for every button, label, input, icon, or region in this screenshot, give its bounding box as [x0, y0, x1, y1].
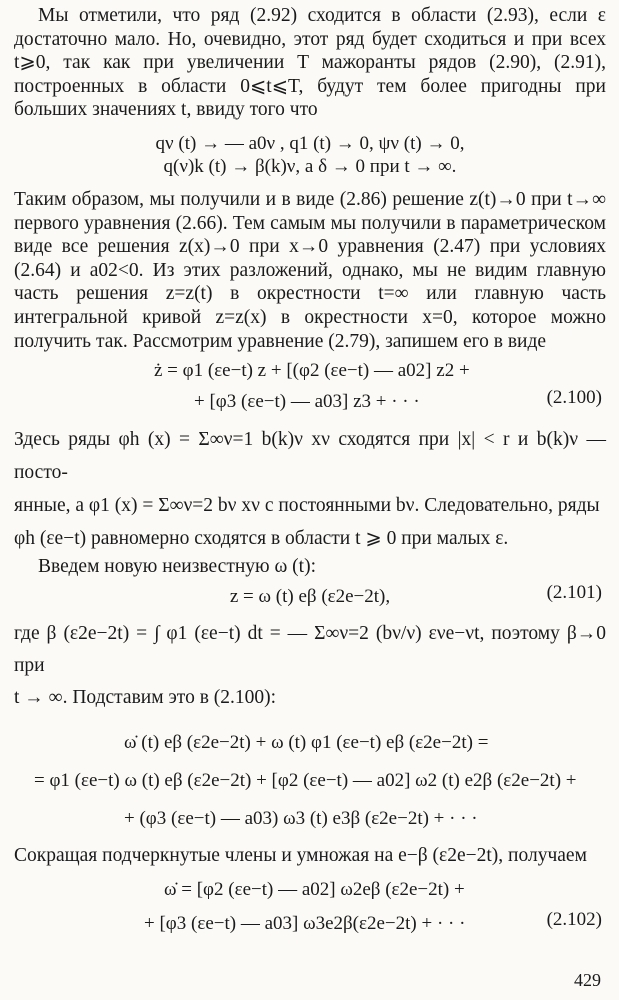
equation-2-101-body: z = ω (t) eβ (ε2e−2t),	[229, 585, 391, 607]
equation-substitution-line-2: = φ1 (εe−t) ω (t) eβ (ε2e−2t) + [φ2 (εe−t) — a02] ω2 (t) e2β (ε2e−2t) +	[34, 769, 577, 791]
equation-substitution	[14, 724, 606, 838]
paragraph-convergence: Мы отметили, что ряд (2.92) сходится в области (2.93), если ε достаточно мало. Но, очевидно, этот ряд будет сходиться и при всех t⩾0, так как при увеличении T мажоранты рядов (2.90), (2.91), построенных в области 0⩽t⩽T, будут тем более пригодны при больших значениях t, ввиду того что	[14, 5, 606, 121]
equation-2-100-line-2: + [φ3 (εe−t) — a03] z3 + · · ·	[194, 391, 420, 413]
paragraph-series-phi-1	[14, 423, 606, 555]
series-phi-line-3: φh (εe−t) равномерно сходятся в области t ⩾ 0 при малых ε.	[14, 528, 509, 550]
paragraph-new-unknown: Введем новую неизвестную ω (t):	[38, 556, 317, 578]
equation-limits-line-2: q(ν)k (t) → β(k)ν, а δ → 0 при t → ∞.	[163, 155, 457, 177]
equation-2-102-number: (2.102)	[546, 909, 602, 931]
equation-2-100	[14, 359, 606, 413]
page-number: 429	[574, 970, 601, 990]
equation-2-101	[14, 581, 606, 608]
beta-definition-line-2: t → ∞. Подставим это в (2.100):	[14, 686, 277, 708]
series-phi-line-2: янные, а φ1 (x) = Σ∞ν=2 bν xν с постоянными bν. Следовательно, ряды	[14, 495, 600, 517]
equation-2-102-line-1: ω̇ = [φ2 (εe−t) — a02] ω2eβ (ε2e−2t) +	[164, 879, 465, 901]
equation-2-102	[14, 873, 606, 941]
book-page	[14, 4, 606, 941]
series-phi-line-1: Здесь ряды φh (x) = Σ∞ν=1 b(k)ν xν сходятся при |x| < r и b(k)ν — посто-	[14, 429, 606, 484]
equation-2-101-number: (2.101)	[546, 581, 602, 603]
equation-2-102-line-2: + [φ3 (εe−t) — a03] ω3e2β(ε2e−2t) + · · ·	[144, 913, 466, 935]
equation-limits-line-1: qν (t) → — a0ν , q1 (t) → 0, ψν (t) → 0,	[155, 132, 465, 154]
paragraph-cancel-terms: Сокращая подчеркнутые члены и умножая на e−β (ε2e−2t), получаем	[14, 844, 587, 866]
equation-2-100-line-1: ż = φ1 (εe−t) z + [(φ2 (εe−t) — a02] z2 +	[154, 360, 470, 382]
paragraph-beta-definition	[14, 618, 606, 714]
equation-2-100-number: (2.100)	[546, 387, 602, 409]
paragraph-parametric-solutions: Таким образом, мы получили и в виде (2.86) решение z(t)→0 при t→∞ первого уравнения (2.66). Тем самым мы получили в параметрическом виде все решения z(x)→0 при x→0 уравнения (2.47) при условиях (2.64) и a02<0. Из этих разложений, однако, мы не видим главную часть решения z=z(t) в окрестности t=∞ или главную часть интегральной кривой z=z(x) в окрестности x=0, которое можно получить так. Рассмотрим уравнение (2.79), запишем его в виде	[14, 188, 606, 352]
equation-substitution-line-3: + (φ3 (εe−t) — a03) ω3 (t) e3β (ε2e−2t) + · · ·	[124, 807, 478, 829]
equation-limits	[14, 132, 606, 178]
beta-definition-line-1: где β (ε2e−2t) = ∫ φ1 (εe−t) dt = — Σ∞ν=2 (bν/ν) ενe−νt, поэтому β→0 при	[14, 622, 606, 676]
equation-substitution-line-1: ω̇ (t) eβ (ε2e−2t) + ω (t) φ1 (εe−t) eβ (ε2e−2t) =	[124, 731, 489, 753]
